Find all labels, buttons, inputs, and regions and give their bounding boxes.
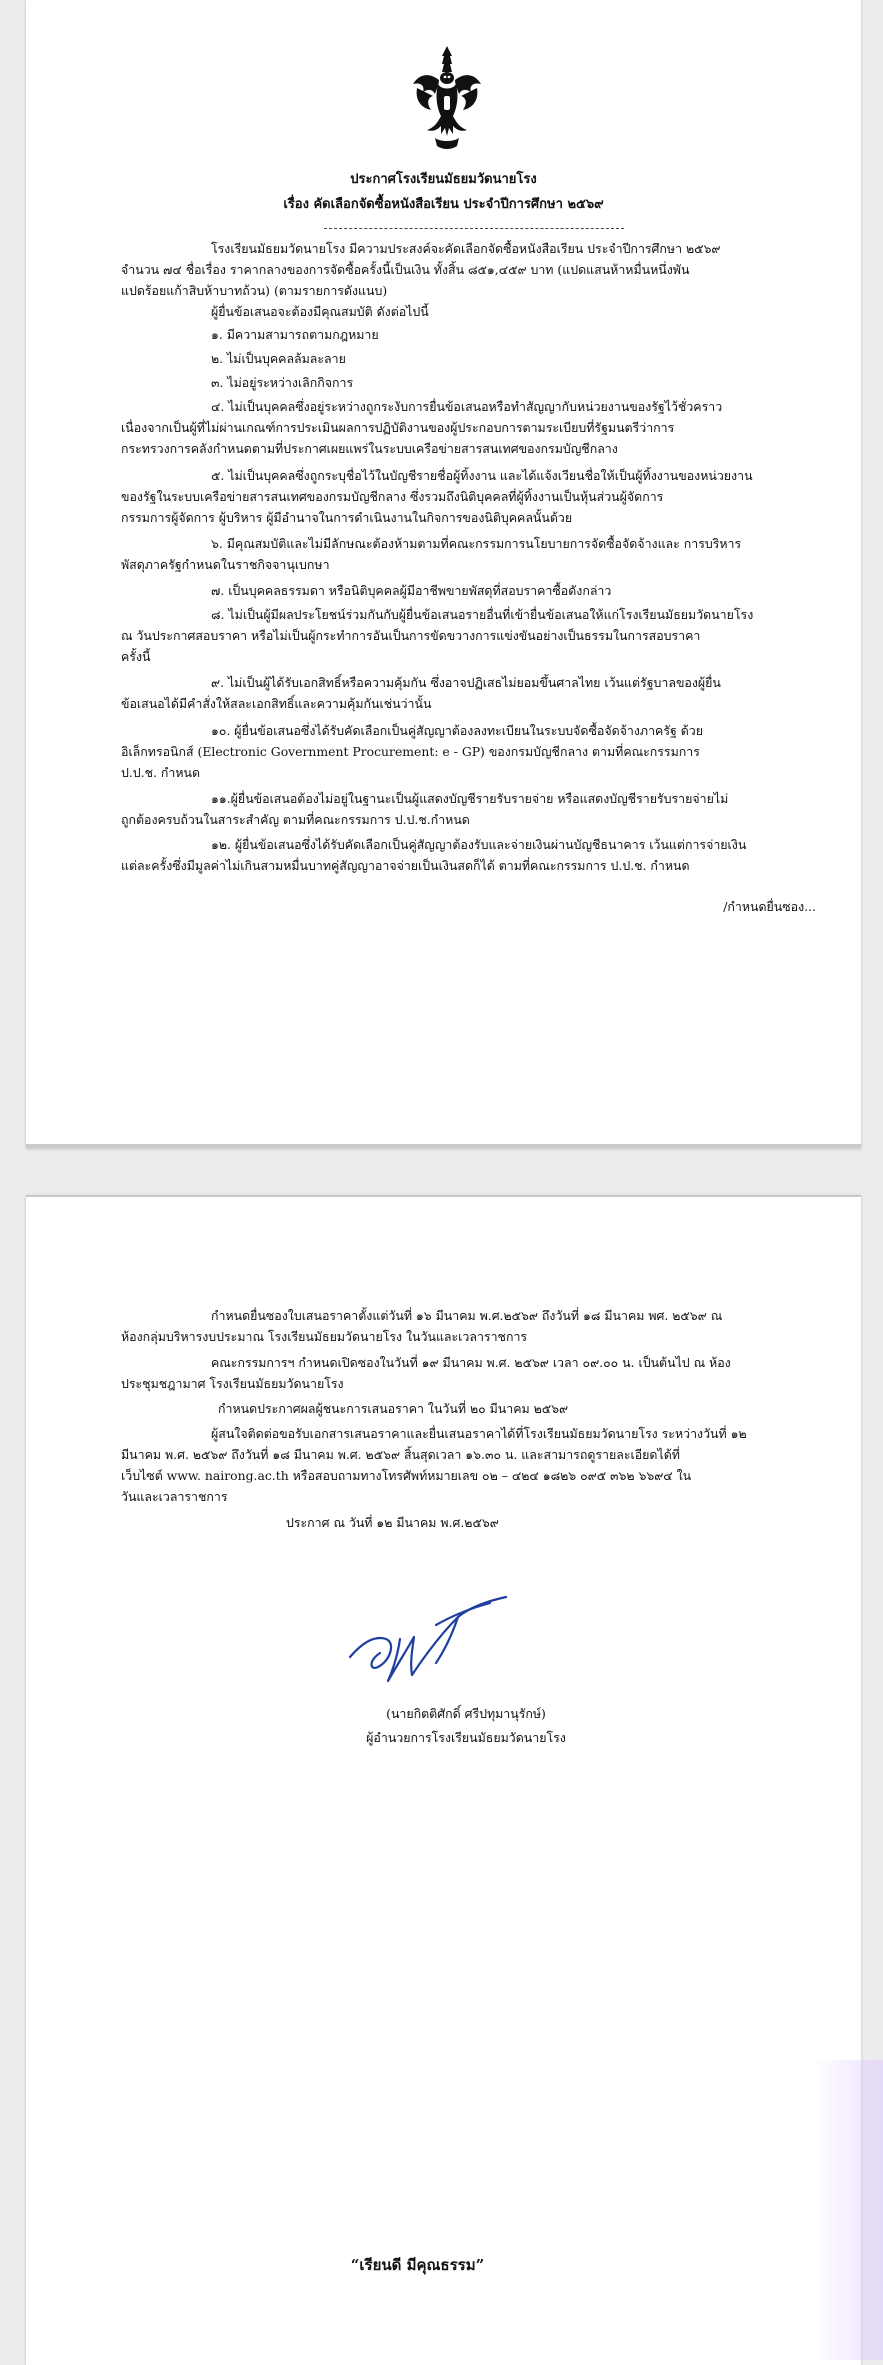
continued-marker: /กำหนดยื่นซอง... [723, 899, 816, 914]
text-line: แปดร้อยแก้าสิบห้าบาทถ้วน) (ตามรายการดังแนบ) [121, 283, 388, 298]
result-date-paragraph: กำหนดประกาศผลผู้ชนะการเสนอราคา ในวันที่ ๒๐ มีนาคม ๒๕๖๙ [218, 1401, 569, 1416]
text-line: ข้อเสนอได้มีคำสั่งให้สละเอกสิทธิ์และความคุ้มกันเช่นว่านั้น [121, 696, 432, 711]
title-divider [324, 228, 624, 229]
signature-icon [340, 1595, 520, 1690]
text-line: เนื่องจากเป็นผู้ที่ไม่ผ่านเกณฑ์การประเมินผลการปฏิบัติงานของผู้ประกอบการตามระเบียบที่รัฐมนตรีว่าการ [121, 420, 675, 435]
text-line: ๑๑.ผู้ยื่นข้อเสนอต้องไม่อยู่ในฐานะเป็นผู้แสดงบัญชีรายรับรายจ่าย หรือแสดงบัญชีรายรับรายจ่ายไม่ [211, 791, 729, 806]
qualification-item-8 [121, 604, 821, 667]
contact-paragraph [121, 1423, 821, 1507]
page-edge [26, 1195, 861, 1197]
qualification-item-6 [121, 533, 821, 575]
text-line: ๔. ไม่เป็นบุคคลซึ่งอยู่ระหว่างถูกระงับการยื่นข้อเสนอหรือทำสัญญากับหน่วยงานของรัฐไว้ชั่วคราว [211, 399, 723, 414]
signer-title: ผู้อำนวยการโรงเรียนมัธยมวัดนายโรง [366, 1730, 566, 1745]
text-line: ๑๐. ผู้ยื่นข้อเสนอซึ่งได้รับคัดเลือกเป็นคู่สัญญาต้องลงทะเบียนในระบบจัดซื้อจัดจ้างภาครัฐ ด้วย [211, 723, 704, 738]
page-edge [26, 1144, 861, 1148]
text-line: ของรัฐในระบบเครือข่ายสารสนเทศของกรมบัญชีกลาง ซึ่งรวมถึงนิติบุคคลที่ผู้ทิ้งงานเป็นหุ้นส่วนผู้จัดการ [121, 489, 664, 504]
announcement-date: ประกาศ ณ วันที่ ๑๒ มีนาคม พ.ศ.๒๕๖๙ [286, 1515, 499, 1530]
announcement-title: ประกาศโรงเรียนมัธยมวัดนายโรง [350, 172, 537, 187]
text-line: ห้องกลุ่มบริหารงบประมาณ โรงเรียนมัธยมวัดนายโรง ในวันและเวลาราชการ [121, 1329, 528, 1344]
qualification-item-7: ๗. เป็นบุคคลธรรมดา หรือนิติบุคคลผู้มีอาชีพขายพัสดุที่สอบราคาซื้อดังกล่าว [211, 583, 612, 598]
garuda-emblem-icon [411, 44, 483, 152]
text-line: วันและเวลาราชการ [121, 1489, 228, 1504]
opening-date-paragraph [121, 1352, 821, 1394]
school-motto: “เรียนดี มีคุณธรรม” [350, 2256, 485, 2274]
text-line: แต่ละครั้งซึ่งมีมูลค่าไม่เกินสามหมื่นบาทคู่สัญญาอาจจ่ายเป็นเงินสดก็ได้ ตามที่คณะกรรมการ ป.ป.ช. กำหนด [121, 858, 690, 873]
signer-name: (นายกิตติศักดิ์ ศรีปทุมานุรักษ์) [386, 1706, 546, 1721]
text-line: พัสดุภาครัฐกำหนดในราชกิจจานุเบกษา [121, 557, 330, 572]
text-line: จำนวน ๗๔ ชื่อเรื่อง ราคากลางของการจัดซื้อครั้งนี้เป็นเงิน ทั้งสิ้น ๘๕๑,๔๕๙ บาท (แปดแสนห้าหมื่นหนึ่งพัน [121, 262, 690, 277]
qualification-item-10 [121, 720, 821, 783]
background-glow [813, 2060, 883, 2360]
qualification-heading: ผู้ยื่นข้อเสนอจะต้องมีคุณสมบัติ ดังต่อไปนี้ [211, 304, 429, 319]
qualification-item-12 [121, 834, 821, 876]
document-page-2 [26, 1195, 861, 2365]
qualification-item-9 [121, 672, 821, 714]
qualification-item-11 [121, 788, 821, 830]
qualification-item-2: ๒. ไม่เป็นบุคคลล้มละลาย [211, 351, 346, 366]
text-line: กระทรวงการคลังกำหนดตามที่ประกาศเผยแพร่ในระบบเครือข่ายสารสนเทศของกรมบัญชีกลาง [121, 441, 618, 456]
text-line: อิเล็กทรอนิกส์ (Electronic Government Procurement: e - GP) ของกรมบัญชีกลาง ตามที่คณะกรรมการ [121, 744, 700, 759]
submission-period-paragraph [121, 1305, 821, 1347]
text-line: ๘. ไม่เป็นผู้มีผลประโยชน์ร่วมกันกับผู้ยื่นข้อเสนอรายอื่นที่เข้ายื่นข้อเสนอให้แก่โรงเรียนมัธยมวัดนายโรง [211, 607, 754, 622]
text-line: ครั้งนี้ [121, 649, 151, 664]
text-line: กรรมการผู้จัดการ ผู้บริหาร ผู้มีอำนาจในการดำเนินงานในกิจการของนิติบุคคลนั้นด้วย [121, 510, 573, 525]
text-line: ผู้สนใจติดต่อขอรับเอกสารเสนอราคาและยื่นเสนอราคาได้ที่โรงเรียนมัธยมวัดนายโรง ระหว่างวันที่ ๑๒ [211, 1426, 747, 1441]
intro-paragraph [121, 238, 821, 301]
text-line: ๖. มีคุณสมบัติและไม่มีลักษณะต้องห้ามตามที่คณะกรรมการนโยบายการจัดซื้อจัดจ้างและ การบริหาร [211, 536, 742, 551]
text-line: ถูกต้องครบถ้วนในสาระสำคัญ ตามที่คณะกรรมการ ป.ป.ช.กำหนด [121, 812, 470, 827]
qualification-item-5 [121, 465, 821, 528]
text-line: เว็บไซต์ www. nairong.ac.th หรือสอบถามทางโทรศัพท์หมายเลข ๐๒ – ๔๒๔ ๑๘๒๖ ๐๙๕ ๓๖๒ ๖๖๙๔ ใน [121, 1468, 692, 1483]
text-line: ณ วันประกาศสอบราคา หรือไม่เป็นผู้กระทำการอันเป็นการขัดขวางการแข่งขันอย่างเป็นธรรมในการสอบราคา [121, 628, 701, 643]
text-line: ป.ป.ช. กำหนด [121, 765, 201, 780]
text-line: ๙. ไม่เป็นผู้ได้รับเอกสิทธิ์หรือความคุ้มกัน ซึ่งอาจปฏิเสธไม่ยอมขึ้นศาลไทย เว้นแต่รัฐบาลของผู้ยื่น [211, 675, 721, 690]
document-page-1 [26, 0, 861, 1148]
text-line: กำหนดยื่นซองใบเสนอราคาตั้งแต่วันที่ ๑๖ มีนาคม พ.ศ.๒๕๖๙ ถึงวันที่ ๑๘ มีนาคม พศ. ๒๕๖๙ ณ [211, 1308, 723, 1323]
text-line: โรงเรียนมัธยมวัดนายโรง มีความประสงค์จะคัดเลือกจัดซื้อหนังสือเรียน ประจำปีการศึกษา ๒๕๖๙ [211, 241, 721, 256]
text-line: ๑๒. ผู้ยื่นข้อเสนอซึ่งได้รับคัดเลือกเป็นคู่สัญญาต้องรับและจ่ายเงินผ่านบัญชีธนาคาร เว้นแต่การจ่ายเงิน [211, 837, 747, 852]
qualification-item-3: ๓. ไม่อยู่ระหว่างเลิกกิจการ [211, 375, 354, 390]
qualification-item-1: ๑. มีความสามารถตามกฎหมาย [211, 327, 379, 342]
qualification-item-4 [121, 396, 821, 459]
text-line: ประชุมชฎามาศ โรงเรียนมัธยมวัดนายโรง [121, 1376, 344, 1391]
text-line: คณะกรรมการฯ กำหนดเปิดซองในวันที่ ๑๙ มีนาคม พ.ศ. ๒๕๖๙ เวลา ๐๙.๐๐ น. เป็นต้นไป ณ ห้อง [211, 1355, 731, 1370]
announcement-subject: เรื่อง คัดเลือกจัดซื้อหนังสือเรียน ประจำปีการศึกษา ๒๕๖๙ [283, 197, 604, 212]
text-line: ๕. ไม่เป็นบุคคลซึ่งถูกระบุชื่อไว้ในบัญชีรายชื่อผู้ทิ้งงาน และได้แจ้งเวียนชื่อให้เป็นผู้ทิ้งงานของหน่วยงาน [211, 468, 753, 483]
text-line: มีนาคม พ.ศ. ๒๕๖๙ ถึงวันที่ ๑๘ มีนาคม พ.ศ. ๒๕๖๙ สิ้นสุดเวลา ๑๖.๓๐ น. และสามารถดูรายละเอียดได้ที่ [121, 1447, 680, 1462]
